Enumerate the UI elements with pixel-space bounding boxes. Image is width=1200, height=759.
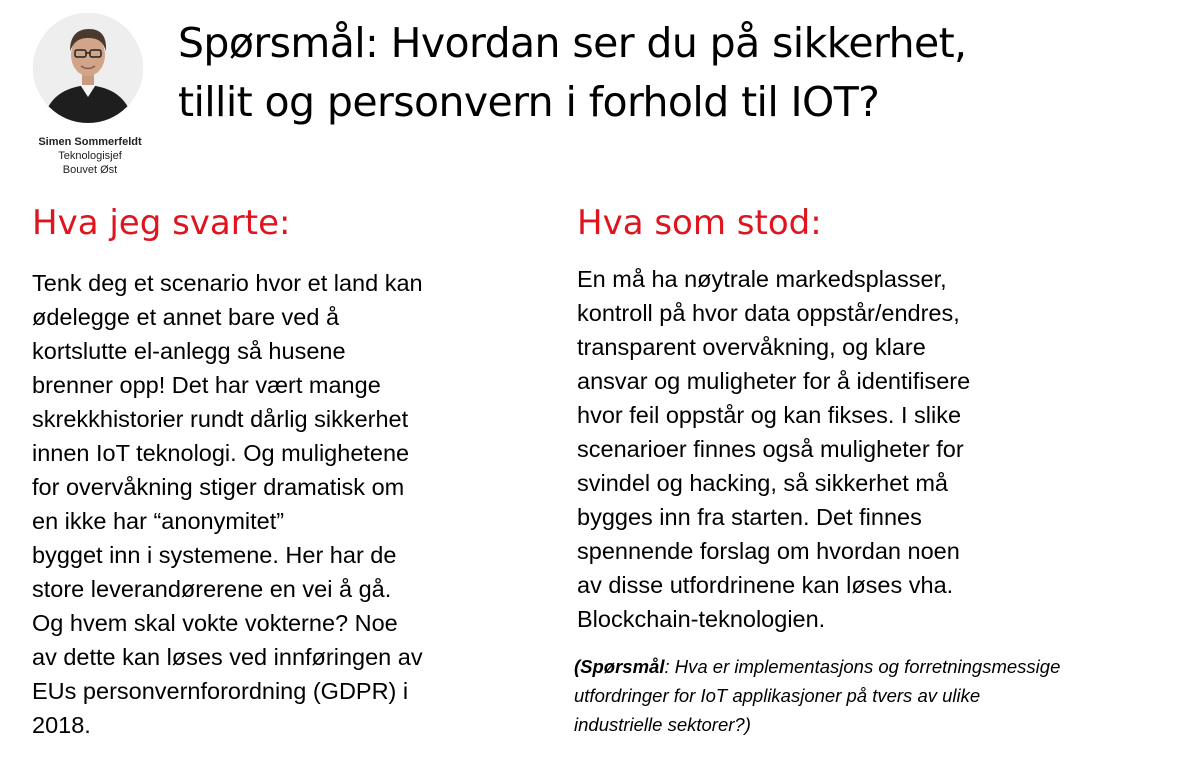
text-line: svindel og hacking, så sikkerhet må xyxy=(577,470,948,496)
text-line: Og hvem skal vokte vokterne? Noe xyxy=(32,610,398,636)
text-line: Blockchain-teknologien. xyxy=(577,606,826,632)
note-line: industrielle sektorer?) xyxy=(574,714,751,735)
slide-title-line: tillit og personvern i forhold til IOT? xyxy=(178,78,880,126)
text-line: Tenk deg et scenario hvor et land kan xyxy=(32,270,423,296)
text-line: bygges inn fra starten. Det finnes xyxy=(577,504,922,530)
text-line: ødelegge et annet bare ved å xyxy=(32,304,340,330)
note-text: : Hva er implementasjons og forretningsmessige xyxy=(664,656,1061,677)
right-heading: Hva som stod: xyxy=(577,203,822,243)
profile-company: Bouvet Øst xyxy=(62,164,118,176)
slide-title-line: Spørsmål: Hvordan ser du på sikkerhet, xyxy=(178,19,967,67)
left-heading: Hva jeg svarte: xyxy=(32,203,291,243)
note-line xyxy=(574,652,1184,681)
text-line: av dette kan løses ved innføringen av xyxy=(32,644,423,670)
text-line: hvor feil oppstår og kan fikses. I slike xyxy=(577,402,962,428)
profile-caption xyxy=(20,135,160,177)
text-line: ansvar og muligheter for å identifisere xyxy=(577,368,971,394)
profile-name: Simen Sommerfeldt xyxy=(38,136,142,148)
left-answer-text xyxy=(32,266,532,742)
text-line: kortslutte el-anlegg så husene xyxy=(32,338,346,364)
note-open-paren: ( xyxy=(574,656,581,677)
text-line: av disse utfordrinene kan løses vha. xyxy=(577,572,954,598)
text-line: kontroll på hvor data oppstår/endres, xyxy=(577,300,960,326)
profile-role: Teknologisjef xyxy=(58,150,122,162)
note-label: Spørsmål xyxy=(580,656,665,677)
text-line: 2018. xyxy=(32,712,91,738)
slide-title xyxy=(178,14,1188,132)
question-note xyxy=(574,652,1184,739)
text-line: en ikke har “anonymitet” xyxy=(32,508,285,534)
text-line: bygget inn i systemene. Her har de xyxy=(32,542,397,568)
note-line: utfordringer for IoT applikasjoner på tvers av ulike xyxy=(574,685,981,706)
text-line: transparent overvåkning, og klare xyxy=(577,334,926,360)
text-line: En må ha nøytrale markedsplasser, xyxy=(577,266,947,292)
profile-photo xyxy=(33,13,143,123)
text-line: skrekkhistorier rundt dårlig sikkerhet xyxy=(32,406,409,432)
text-line: EUs personvernforordning (GDPR) i xyxy=(32,678,409,704)
text-line: for overvåkning stiger dramatisk om xyxy=(32,474,405,500)
text-line: innen IoT teknologi. Og mulighetene xyxy=(32,440,410,466)
text-line: scenarioer finnes også muligheter for xyxy=(577,436,964,462)
text-line: brenner opp! Det har vært mange xyxy=(32,372,381,398)
text-line: store leverandørerene en vei å gå. xyxy=(32,576,392,602)
text-line: spennende forslag om hvordan noen xyxy=(577,538,960,564)
person-portrait-icon xyxy=(33,13,143,123)
right-source-text xyxy=(577,262,1177,636)
